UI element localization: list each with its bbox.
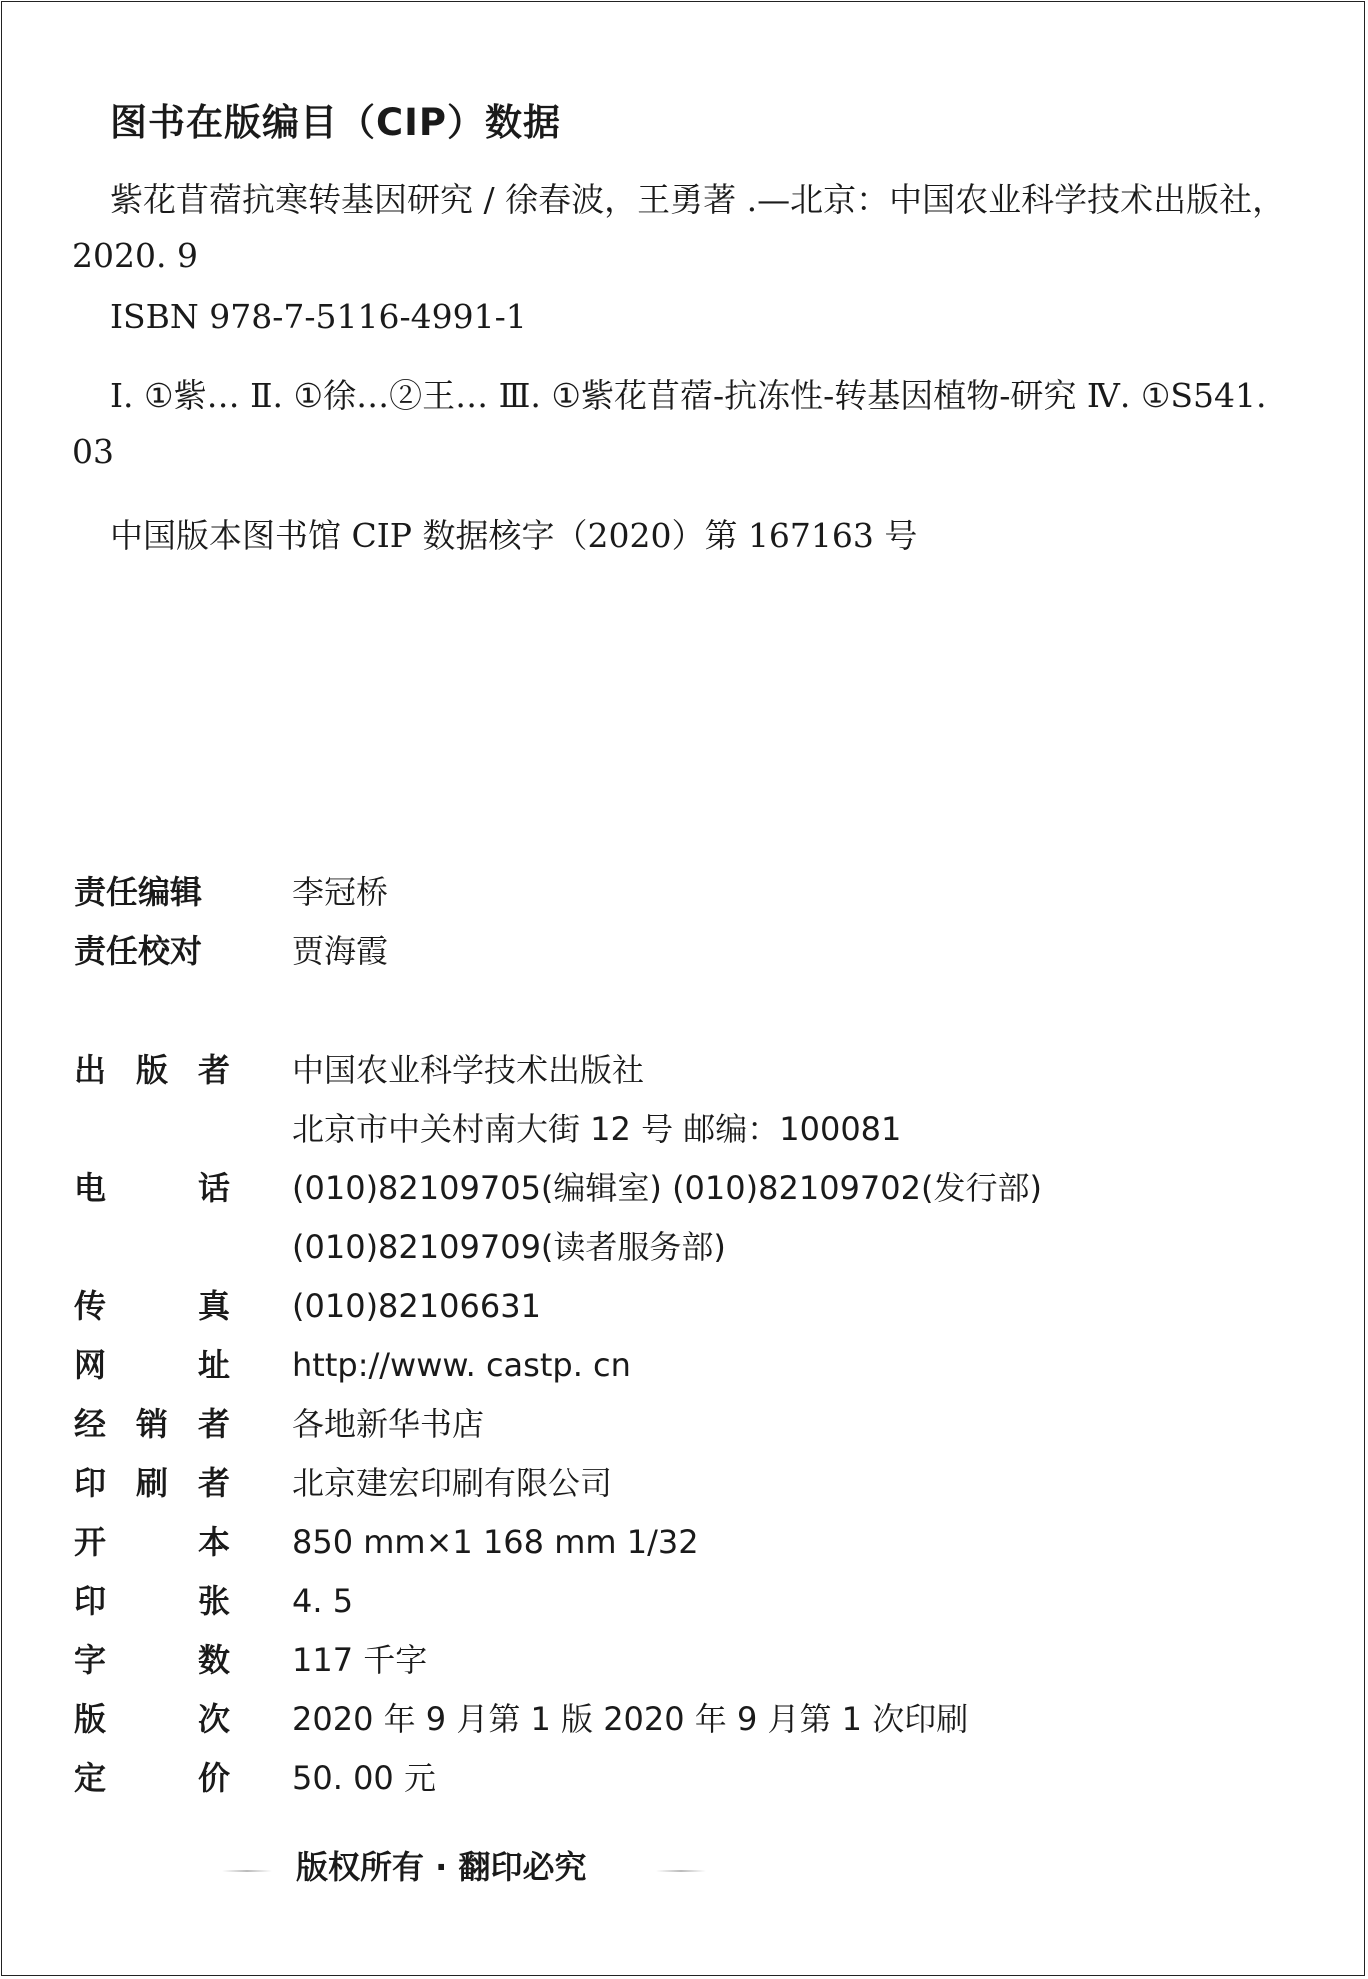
info-value: 4. 5 bbox=[292, 1582, 354, 1620]
info-label: 印 张 bbox=[74, 1582, 230, 1620]
info-label: 字 数 bbox=[74, 1641, 230, 1679]
info-printer bbox=[74, 1458, 1304, 1508]
info-value: 北京建宏印刷有限公司 bbox=[292, 1464, 613, 1502]
cip-title: 图书在版编目（CIP）数据 bbox=[110, 101, 562, 144]
info-phone bbox=[74, 1163, 1304, 1213]
credit-label: 责任校对 bbox=[74, 932, 203, 970]
info-label: 经 销 者 bbox=[74, 1405, 230, 1443]
info-value: (010)82106631 bbox=[292, 1287, 541, 1325]
info-fax bbox=[74, 1281, 1304, 1331]
info-sheets bbox=[74, 1576, 1304, 1626]
info-label: 定 价 bbox=[74, 1759, 230, 1797]
info-value: 各地新华书店 bbox=[292, 1405, 485, 1443]
cip-isbn: ISBN 978-7-5116-4991-1 bbox=[110, 297, 527, 336]
info-distributor bbox=[74, 1399, 1304, 1449]
credit-editor bbox=[74, 867, 1304, 917]
info-label: 开 本 bbox=[74, 1523, 230, 1561]
credit-value: 李冠桥 bbox=[292, 873, 389, 911]
info-value: 117 千字 bbox=[292, 1641, 428, 1679]
info-word-count bbox=[74, 1635, 1304, 1685]
info-label: 电 话 bbox=[74, 1169, 230, 1207]
info-label: 传 真 bbox=[74, 1287, 230, 1325]
info-value: 北京市中关村南大街 12 号 邮编：100081 bbox=[292, 1110, 902, 1148]
info-value: (010)82109709(读者服务部) bbox=[292, 1228, 726, 1266]
info-value: (010)82109705(编辑室) (010)82109702(发行部) bbox=[292, 1169, 1042, 1207]
info-price bbox=[74, 1753, 1304, 1803]
info-label: 印 刷 者 bbox=[74, 1464, 230, 1502]
decorative-right-flourish bbox=[656, 1870, 706, 1872]
info-edition bbox=[74, 1694, 1304, 1744]
credit-proofreader bbox=[74, 926, 1304, 976]
info-phone-2 bbox=[74, 1222, 1304, 1272]
info-label: 版 次 bbox=[74, 1700, 230, 1738]
decorative-left-flourish bbox=[222, 1870, 272, 1872]
info-value: 2020 年 9 月第 1 版 2020 年 9 月第 1 次印刷 bbox=[292, 1700, 969, 1738]
credit-value: 贾海霞 bbox=[292, 932, 389, 970]
cip-record: 紫花苜蓿抗寒转基因研究 / 徐春波，王勇著 .—北京：中国农业科学技术出版社，2020. 9 bbox=[72, 180, 1286, 275]
cip-subjects: Ⅰ. ①紫… Ⅱ. ①徐…②王… Ⅲ. ①紫花苜蓿-抗冻性-转基因植物-研究 Ⅳ. ①S541. 03 bbox=[72, 376, 1267, 471]
info-value: 50. 00 元 bbox=[292, 1759, 436, 1797]
cip-catalog-number: 中国版本图书馆 CIP 数据核字（2020）第 167163 号 bbox=[110, 516, 918, 555]
info-website bbox=[74, 1340, 1304, 1390]
copyright-text: 版权所有 · 翻印必究 bbox=[296, 1848, 587, 1886]
info-address bbox=[74, 1104, 1304, 1154]
info-value: 中国农业科学技术出版社 bbox=[292, 1051, 645, 1089]
info-value: 850 mm×1 168 mm 1/32 bbox=[292, 1523, 699, 1561]
info-value: http://www. castp. cn bbox=[292, 1346, 631, 1384]
info-publisher bbox=[74, 1045, 1304, 1095]
info-format bbox=[74, 1517, 1304, 1567]
credit-label: 责任编辑 bbox=[74, 873, 203, 911]
info-label: 出 版 者 bbox=[74, 1051, 230, 1089]
info-label: 网 址 bbox=[74, 1346, 230, 1384]
